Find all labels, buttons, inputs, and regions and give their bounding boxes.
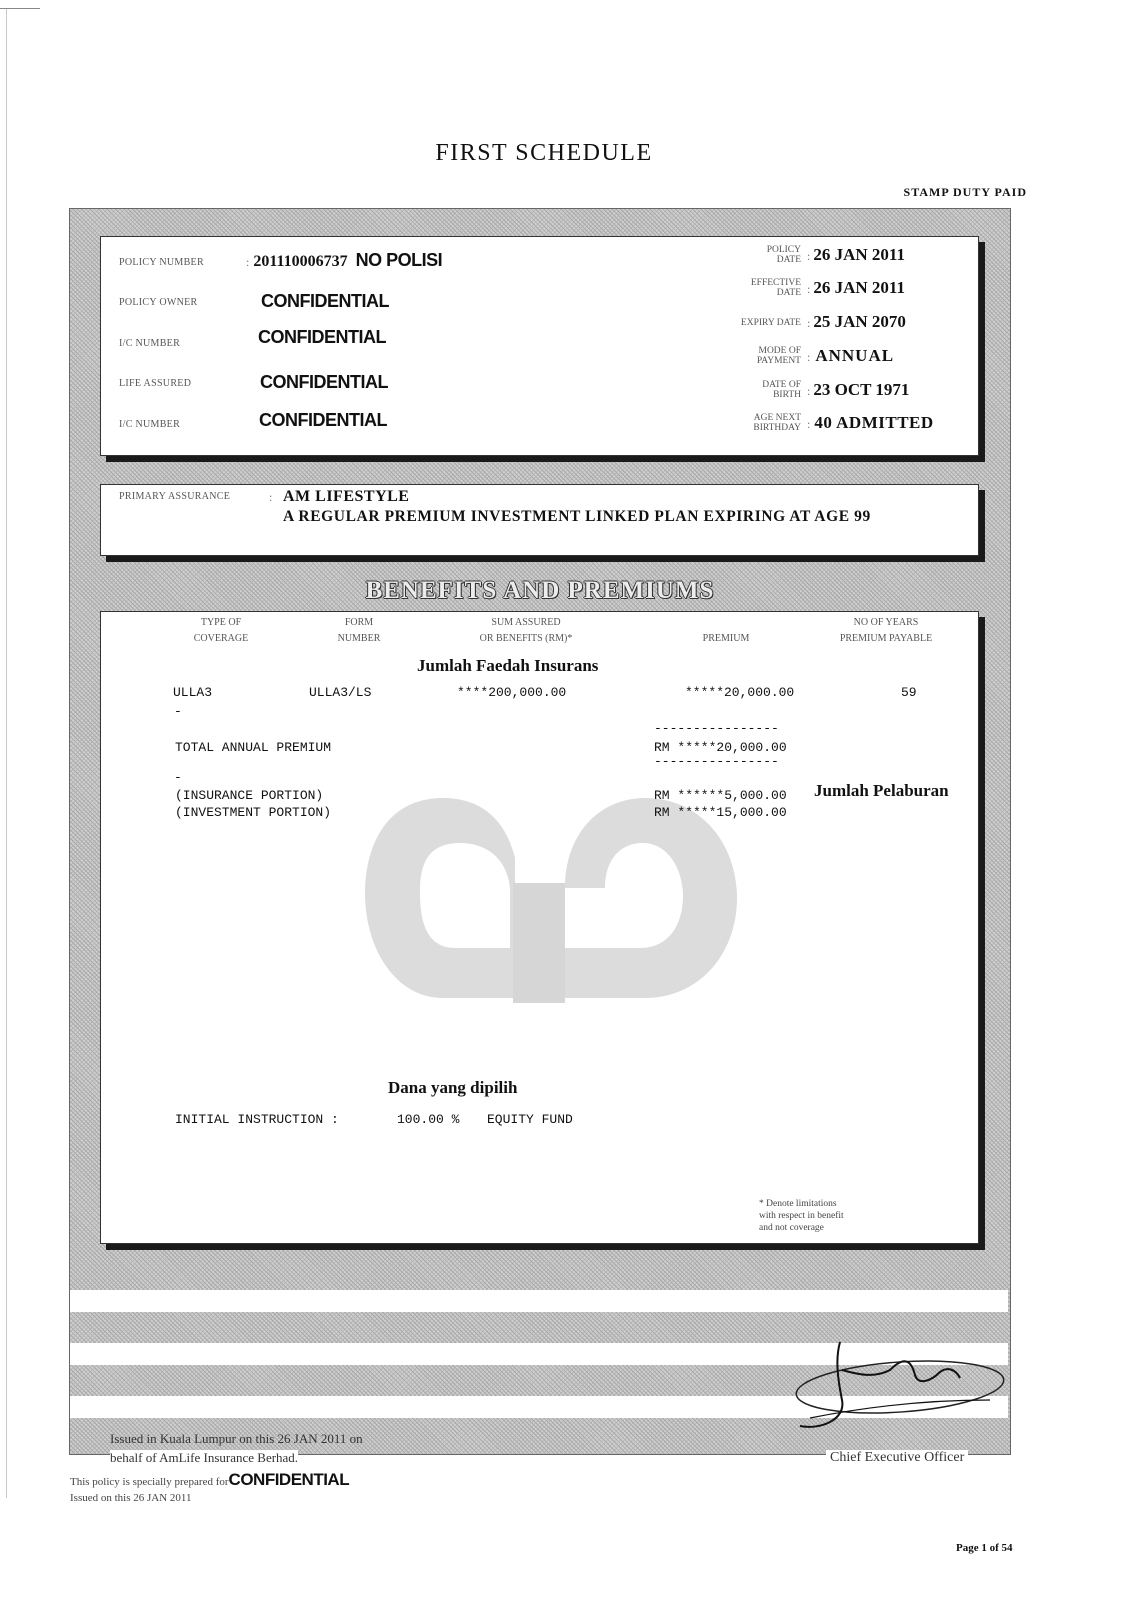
benefit-note: * Denote limitations with respect in benefit and not coverage (759, 1199, 844, 1233)
age-next-birthday-value: : 40 ADMITTED (807, 413, 934, 432)
date-of-birth-label: DATE OF BIRTH (762, 380, 801, 400)
ic-number2-value: CONFIDENTIAL (259, 410, 387, 430)
scan-corner-mark (0, 8, 40, 9)
primary-assurance-description: A REGULAR PREMIUM INVESTMENT LINKED PLAN EXPIRING AT AGE 99 (283, 508, 871, 525)
col-header-form: FORM NUMBER (337, 617, 381, 644)
dash-rule: ---------------- (654, 721, 779, 736)
policy-number-value: : 201110006737 NO POLISI (246, 250, 443, 270)
jumlah-pelaburan-annotation: Jumlah Pelaburan (814, 781, 949, 800)
dash-mark: - (174, 704, 182, 719)
scan-margin-line (6, 8, 7, 1498)
primary-assurance-label: PRIMARY ASSURANCE (119, 491, 231, 502)
primary-assurance-colon: : (269, 490, 273, 504)
row-premium: *****20,000.00 (685, 685, 795, 700)
page-number: Page 1 of 54 (956, 1542, 1013, 1554)
prepared-for-text: This policy is specially prepared for (70, 1476, 229, 1488)
prepared-for-name: CONFIDENTIAL (228, 1470, 350, 1489)
policy-number-label: POLICY NUMBER (119, 257, 204, 268)
policy-owner-label: POLICY OWNER (119, 297, 198, 308)
mode-of-payment-value: : ANNUAL (807, 346, 895, 365)
no-polisi-annotation: NO POLISI (355, 250, 443, 270)
dash-rule: ---------------- (654, 754, 779, 769)
issued-on-text: Issued on this 26 JAN 2011 (70, 1492, 192, 1504)
watermark-logo (365, 788, 737, 1008)
stamp-duty: STAMP DUTY PAID (903, 185, 1027, 199)
initial-instruction-percent: 100.00 % (397, 1112, 460, 1127)
initial-instruction-fund: EQUITY FUND (487, 1112, 573, 1127)
policy-owner-value: CONFIDENTIAL (261, 291, 389, 311)
page-title: FIRST SCHEDULE (435, 140, 653, 166)
effective-date-value: : 26 JAN 2011 (807, 278, 905, 297)
policy-date-value: : 26 JAN 2011 (807, 245, 905, 264)
row-sum-assured: ****200,000.00 (457, 685, 567, 700)
insurance-portion-label: (INSURANCE PORTION) (175, 788, 324, 803)
ic-number-label: I/C NUMBER (119, 338, 181, 349)
ic-number2-label: I/C NUMBER (119, 419, 181, 430)
dana-annotation: Dana yang dipilih (388, 1078, 518, 1097)
signature (780, 1330, 1010, 1440)
insurance-portion-value: RM ******5,000.00 (654, 788, 787, 803)
col-header-years-payable: NO OF YEARS PREMIUM PAYABLE (839, 617, 933, 644)
investment-portion-value: RM *****15,000.00 (654, 805, 787, 820)
mode-of-payment-label: MODE OF PAYMENT (756, 346, 801, 366)
ceo-label: Chief Executive Officer (826, 1450, 968, 1466)
row-years-payable: 59 (901, 685, 917, 700)
dash-mark: - (174, 770, 182, 785)
investment-portion-label: (INVESTMENT PORTION) (175, 805, 332, 820)
white-band (70, 1290, 1008, 1312)
row-coverage-type: ULLA3 (173, 685, 213, 700)
expiry-date-label: EXPIRY DATE (740, 318, 801, 328)
row-form-number: ULLA3/LS (309, 685, 372, 700)
effective-date-label: EFFECTIVE DATE (750, 278, 801, 298)
col-header-sum-assured: SUM ASSURED OR BENEFITS (RM)* (479, 617, 573, 644)
policy-date-label: POLICY DATE (766, 245, 801, 265)
total-annual-premium-value: RM *****20,000.00 (654, 740, 787, 755)
primary-assurance-name: AM LIFESTYLE (283, 488, 410, 505)
life-assured-label: LIFE ASSURED (119, 378, 192, 389)
life-assured-value: CONFIDENTIAL (260, 372, 388, 392)
benefits-title: BENEFITS AND PREMIUMS (365, 577, 715, 604)
benefits-panel (100, 611, 979, 1244)
total-annual-premium-label: TOTAL ANNUAL PREMIUM (175, 740, 332, 755)
primary-assurance-panel (100, 484, 979, 556)
expiry-date-value: : 25 JAN 2070 (807, 312, 906, 331)
date-of-birth-value: : 23 OCT 1971 (807, 380, 910, 399)
issued-in-text: Issued in Kuala Lumpur on this 26 JAN 2011 on (110, 1431, 363, 1446)
col-header-premium: PREMIUM (702, 633, 750, 644)
policy-number: 201110006737 (253, 253, 348, 270)
initial-instruction-label: INITIAL INSTRUCTION : (175, 1112, 339, 1127)
issued-behalf-text: behalf of AmLife Insurance Berhad. (110, 1450, 299, 1465)
jumlah-faedah-annotation: Jumlah Faedah Insurans (417, 656, 599, 675)
policy-info-panel (100, 236, 979, 456)
prepared-for (70, 1470, 349, 1490)
col-header-type: TYPE OF COVERAGE (193, 617, 249, 644)
ic-number-value: CONFIDENTIAL (258, 327, 386, 347)
age-next-birthday-label: AGE NEXT BIRTHDAY (753, 413, 801, 433)
